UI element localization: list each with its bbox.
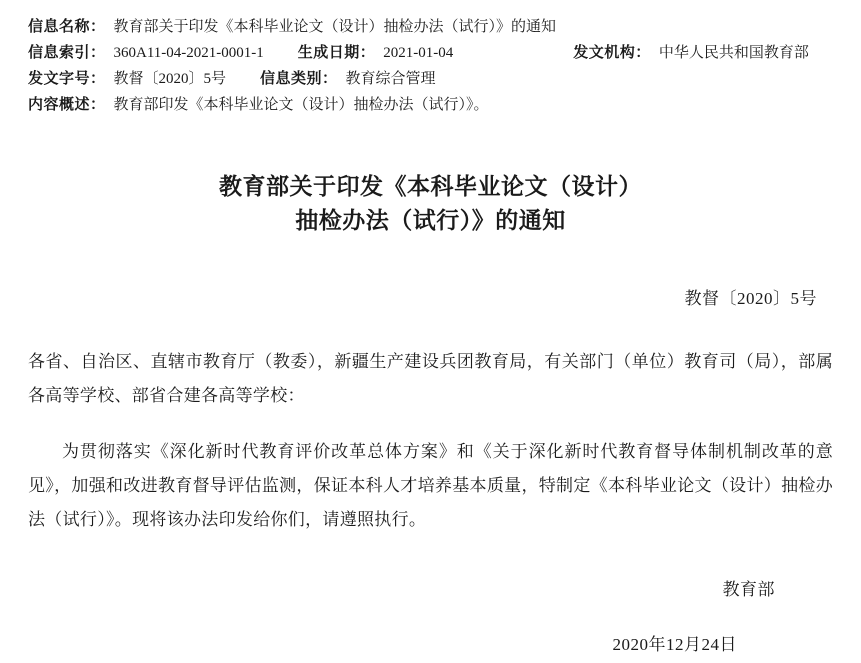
document-body <box>28 345 833 537</box>
document-paragraph-addressee: 各省、自治区、直辖市教育厅（教委），新疆生产建设兵团教育局，有关部门（单位）教育司（局），部属各高等学校、部省合建各高等学校： <box>28 352 833 405</box>
metadata-label-issuing-agency: 发文机构： <box>573 45 651 61</box>
metadata-label-doc-number: 发文字号： <box>28 71 106 87</box>
document-title <box>28 170 833 238</box>
metadata-value-info-index: 360A11-04-2021-0001-1 <box>113 45 264 61</box>
document-signature: 教育部 <box>722 580 775 599</box>
metadata-value-info-name: 教育部关于印发《本科毕业论文（设计）抽检办法（试行）》的通知 <box>113 19 557 35</box>
metadata-label-info-index: 信息索引： <box>28 45 106 61</box>
document-metadata <box>28 14 833 118</box>
document-title-line-2: 抽检办法（试行）》的通知 <box>295 208 566 233</box>
metadata-value-issuing-agency: 中华人民共和国教育部 <box>658 45 809 61</box>
metadata-value-info-category: 教育综合管理 <box>345 71 436 87</box>
metadata-label-info-name: 信息名称： <box>28 19 106 35</box>
document-title-line-1: 教育部关于印发《本科毕业论文（设计） <box>219 174 642 199</box>
metadata-value-created-date: 2021-01-04 <box>383 45 454 61</box>
metadata-label-created-date: 生成日期： <box>297 45 376 61</box>
metadata-value-content-summary: 教育部印发《本科毕业论文（设计）抽检办法（试行）》。 <box>113 97 489 113</box>
metadata-row-index <box>28 40 833 66</box>
document-number: 教督〔2020〕5号 <box>684 289 817 308</box>
metadata-label-content-summary: 内容概述： <box>28 97 106 113</box>
metadata-row-doc-number <box>28 66 833 92</box>
document-date: 2020年12月24日 <box>612 635 737 654</box>
document-paragraph-main: 为贯彻落实《深化新时代教育评价改革总体方案》和《关于深化新时代教育督导体制机制改革的意见》，加强和改进教育督导评估监测，保证本科人才培养基本质量，特制定《本科毕业论文（设计）抽检办法（试行）》。现将该办法印发给你们，请遵照执行。 <box>28 442 833 529</box>
metadata-label-info-category: 信息类别： <box>260 71 338 87</box>
metadata-value-doc-number: 教督〔2020〕5号 <box>113 71 227 87</box>
metadata-row-summary <box>28 92 833 118</box>
metadata-row-name <box>28 14 833 40</box>
